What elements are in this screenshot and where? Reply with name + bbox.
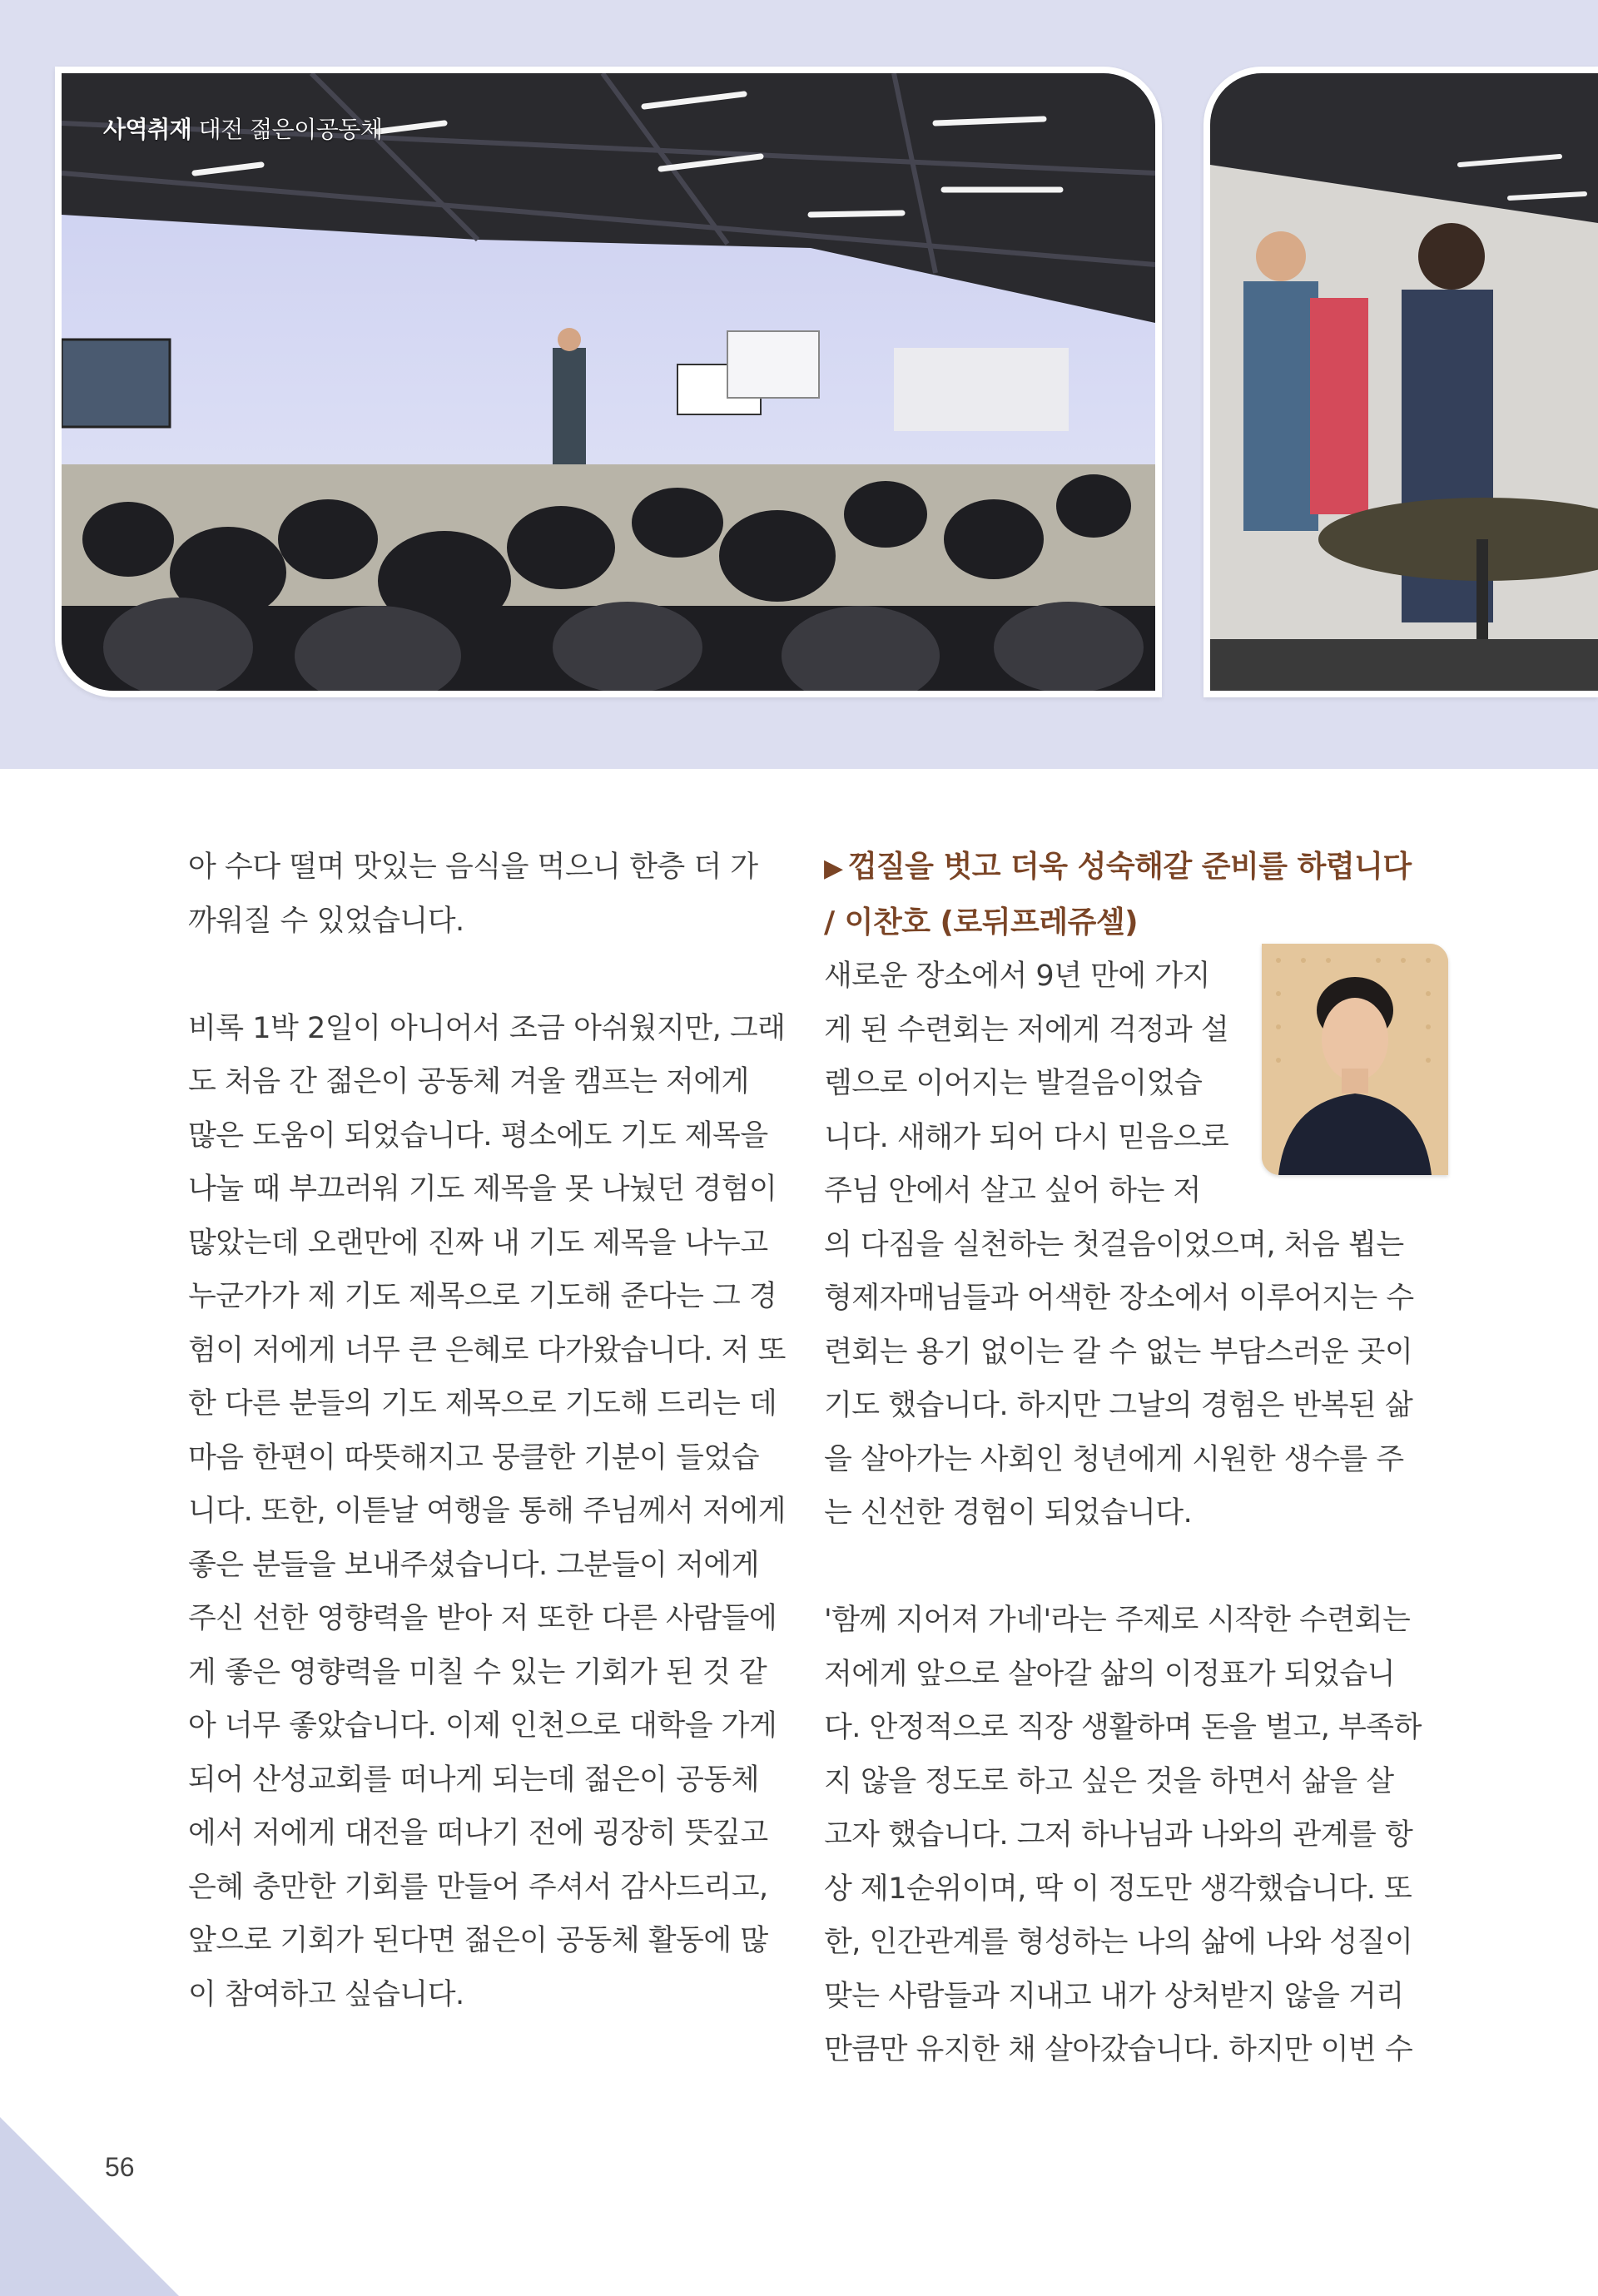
text-line: 험이 저에게 너무 큰 은혜로 다가왔습니다. 저 또 [188,1333,786,1367]
text-line: 형제자매님들과 어색한 장소에서 이루어지는 수 [824,1282,1414,1315]
text-line: 게 된 수련회는 저에게 걱정과 설 [824,1013,1229,1047]
text-line: '함께 지어져 가네'라는 주제로 시작한 수련회는 [824,1604,1411,1637]
heading-title: 껍질을 벗고 더욱 성숙해갈 준비를 하렵니다 [847,850,1412,884]
text-line: 까워질 수 있었습니다. [188,904,464,938]
text-line: 아 너무 좋았습니다. 이제 인천으로 대학을 가게 [188,1709,777,1743]
text-line: 주신 선한 영향력을 받아 저 또한 다른 사람들에 [188,1602,777,1635]
worship-hall-image [62,73,1155,691]
left-column [188,841,786,2021]
text-line: 주님 안에서 살고 싶어 하는 저 [824,1174,1201,1208]
text-line: 앞으로 기회가 된다면 젊은이 공동체 활동에 많 [188,1924,768,1957]
text-line: 맞는 사람들과 지내고 내가 상처받지 않을 거리 [824,1979,1404,2013]
text-line: 아 수다 떨며 맛있는 음식을 먹으니 한층 더 가 [188,850,758,884]
text-line: 많은 도움이 되었습니다. 평소에도 기도 제목을 [188,1118,768,1153]
worship-band-image [1210,73,1598,691]
text-line: 새로운 장소에서 9년 만에 가지 [824,960,1210,993]
heading-author: / 이찬호 (로뒤프레쥬셀) [824,905,1139,940]
text-line: 다. 안정적으로 직장 생활하며 돈을 벌고, 부족하 [824,1711,1422,1744]
camp-worship-photo [55,67,1162,697]
text-line: 저에게 앞으로 살아갈 삶의 이정표가 되었습니 [824,1657,1396,1691]
text-line: 되어 산성교회를 떠나게 되는데 젊은이 공동체 [188,1763,760,1797]
text-line: 도 처음 간 젊은이 공동체 겨울 캠프는 저에게 [188,1065,749,1098]
text-line: 니다. 또한, 이튿날 여행을 통해 주님께서 저에게 [188,1495,786,1528]
worship-band-photo [1203,67,1598,697]
section-label [103,112,382,145]
text-line: 게 좋은 영향력을 미칠 수 있는 기회가 된 것 같 [188,1655,767,1689]
text-line: 이 참여하고 싶습니다. [188,1977,464,2011]
triangle-arrow-icon: ▶ [824,854,843,883]
corner-decoration [0,2117,179,2296]
text-line: 많았는데 오랜만에 진짜 내 기도 제목을 나누고 [188,1226,768,1260]
text-line: 한, 인간관계를 형성하는 나의 삶에 나와 성질이 [824,1926,1413,1959]
text-line: 비록 1박 2일이 아니어서 조금 아쉬웠지만, 그래 [188,1011,786,1045]
text-line: 기도 했습니다. 하지만 그날의 경험은 반복된 삶 [824,1389,1413,1422]
text-line: 만큼만 유지한 채 살아갔습니다. 하지만 이번 수 [824,2033,1413,2066]
section-title: 대전 젊은이공동체 [198,116,383,143]
text-line: 마음 한편이 따뜻해지고 뭉클한 기분이 들었습 [188,1441,760,1475]
text-line: 한 다른 분들의 기도 제목으로 기도해 드리는 데 [188,1387,777,1421]
author-portrait [1262,944,1448,1175]
text-line: 련회는 용기 없이는 갈 수 없는 부담스러운 곳이 [824,1335,1413,1369]
text-line: 의 다짐을 실천하는 첫걸음이었으며, 처음 뵙는 [824,1227,1404,1262]
section-category: 사역취재 [103,116,192,143]
text-line: 누군가가 제 기도 제목으로 기도해 준다는 그 경 [188,1280,777,1313]
text-line: 렘으로 이어지는 발걸음이었습 [824,1067,1203,1100]
text-line: 나눌 때 부끄러워 기도 제목을 못 나눴던 경험이 [188,1173,777,1206]
text-line: 에서 저에게 대전을 떠나기 전에 굉장히 뜻깊고 [188,1817,768,1850]
text-line: 는 신선한 경험이 되었습니다. [824,1496,1193,1530]
author-photo-image [1262,944,1448,1175]
text-line: 을 살아가는 사회인 청년에게 시원한 생수를 주 [824,1442,1404,1476]
text-line: 고자 했습니다. 그저 하나님과 나와의 관계를 항 [824,1818,1413,1852]
text-line: 상 제1순위이며, 딱 이 정도만 생각했습니다. 또 [824,1872,1412,1906]
text-line: 니다. 새해가 되어 다시 믿음으로 [824,1120,1229,1154]
testimony-heading [824,841,1415,896]
text-line: 은혜 충만한 기회를 만들어 주셔서 감사드리고, [188,1870,768,1904]
page-number: 56 [105,2152,135,2182]
text-line: 좋은 분들을 보내주셨습니다. 그분들이 저에게 [188,1548,760,1582]
text-line: 지 않을 정도로 하고 싶은 것을 하면서 삶을 살 [824,1764,1394,1798]
